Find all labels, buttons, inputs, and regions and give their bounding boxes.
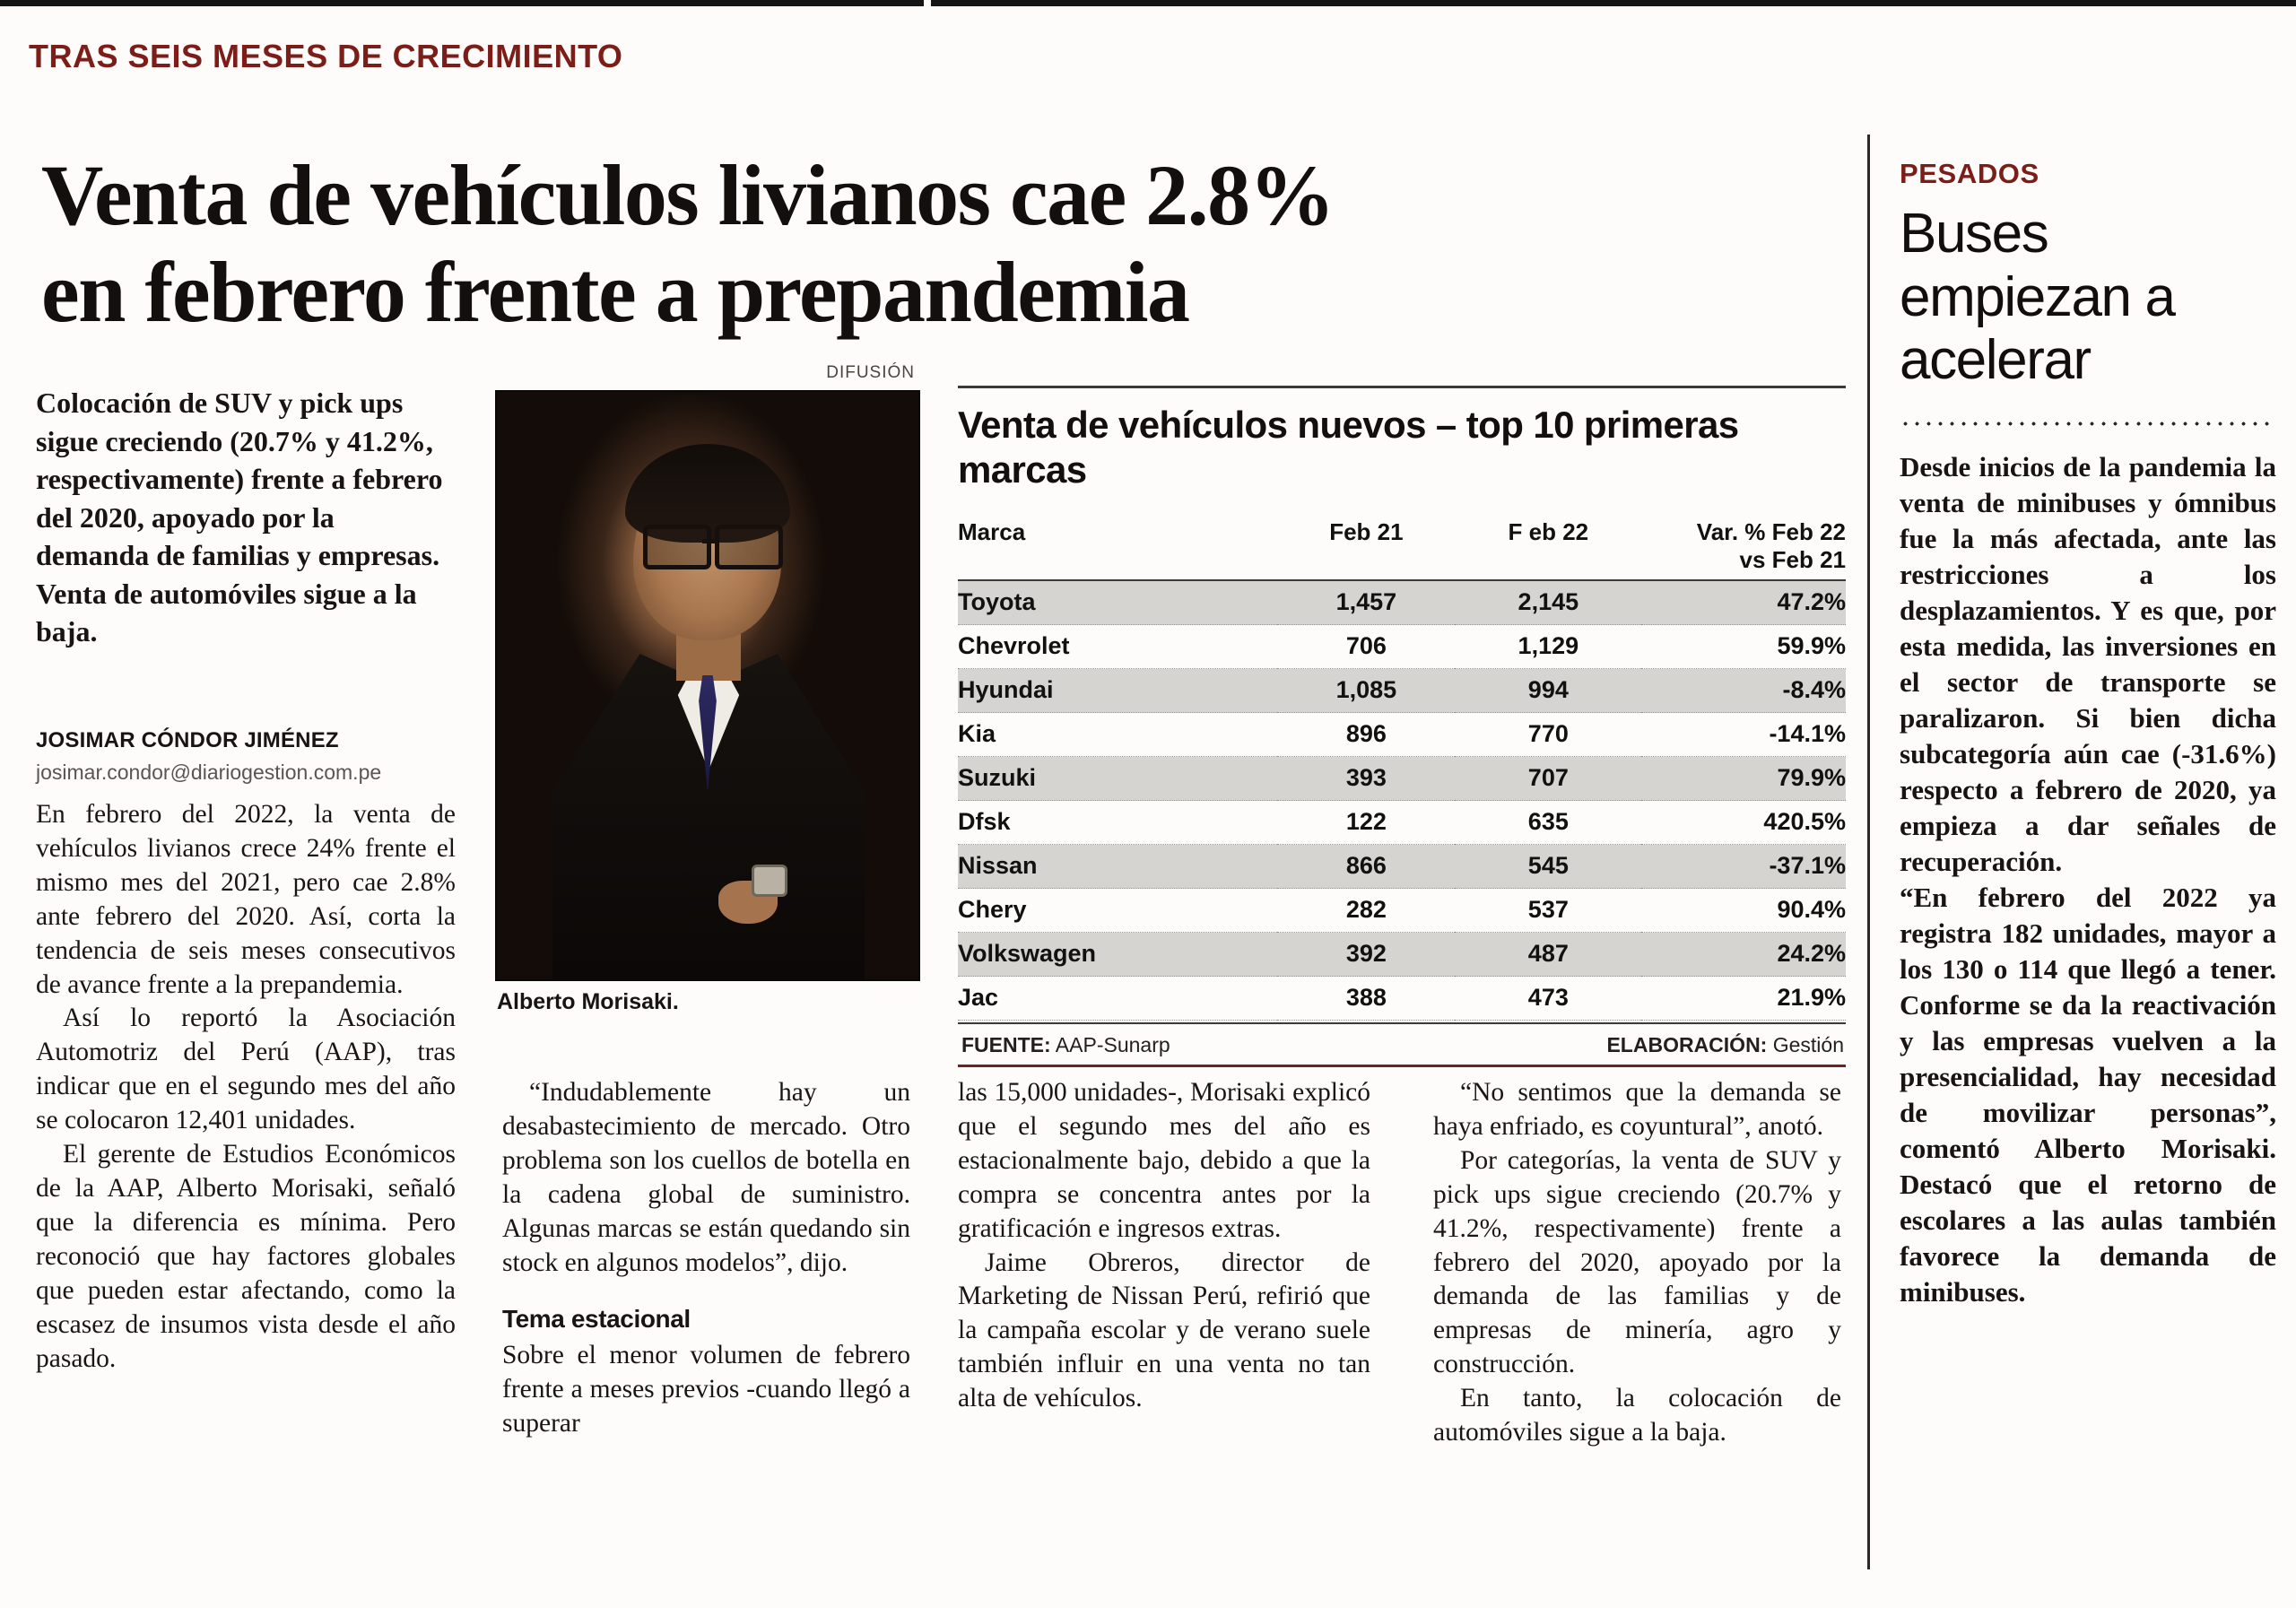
cell-variation: 420.5% — [1641, 801, 1846, 845]
column-header-feb21: Feb 21 — [1329, 518, 1404, 546]
cell-feb21: 392 — [1277, 933, 1455, 977]
cell-variation: 79.9% — [1641, 757, 1846, 801]
cell-feb22: 770 — [1455, 713, 1641, 757]
cell-feb21: 393 — [1277, 757, 1455, 801]
column-header-variation-line2: vs Feb 21 — [1739, 546, 1846, 574]
sidebar-body — [1900, 449, 2276, 1310]
cell-feb21: 706 — [1277, 625, 1455, 669]
cell-marca: Nissan — [958, 845, 1277, 889]
table-row — [958, 580, 1846, 625]
cell-marca: Suzuki — [958, 757, 1277, 801]
cell-marca: Toyota — [958, 580, 1277, 625]
table-source-label: FUENTE: — [961, 1033, 1051, 1057]
paragraph: las 15,000 unidades-, Morisaki explicó que el segundo mes del año es estacionalmente bajo, debido a que la compra se concentra antes por la gratificación e ingresos extras. — [958, 1078, 1370, 1243]
table-row — [958, 625, 1846, 669]
cell-feb22: 1,129 — [1455, 625, 1641, 669]
paragraph: “No sentimos que la demanda se haya enfriado, es coyuntural”, anotó. — [1433, 1078, 1841, 1141]
paragraph: En tanto, la colocación de automóviles sigue a la baja. — [1433, 1384, 1841, 1447]
photo-glasses-bridge — [702, 539, 715, 543]
table-source — [961, 1033, 1170, 1057]
cell-feb21: 388 — [1277, 977, 1455, 1021]
table-header-row — [958, 515, 1846, 580]
table-row — [958, 713, 1846, 757]
cell-marca: Hyundai — [958, 669, 1277, 713]
table-body — [958, 580, 1846, 1021]
top-rule-right — [931, 0, 2296, 6]
photo-watch-shape — [752, 865, 787, 897]
cell-feb21: 1,085 — [1277, 669, 1455, 713]
table-row — [958, 669, 1846, 713]
table-row — [958, 757, 1846, 801]
column-header-variation — [1641, 515, 1846, 580]
cell-variation: 24.2% — [1641, 933, 1846, 977]
top-rule-left — [0, 0, 924, 6]
cell-variation: -8.4% — [1641, 669, 1846, 713]
byline-author: JOSIMAR CÓNDOR JIMÉNEZ — [36, 728, 339, 752]
table-row — [958, 801, 1846, 845]
body-column-1 — [36, 798, 456, 1376]
cell-feb22: 994 — [1455, 669, 1641, 713]
table-bottom-rule — [958, 1065, 1846, 1067]
sidebar-title: Buses empiezan a acelerar — [1900, 203, 2175, 392]
sidebar-kicker: PESADOS — [1900, 158, 2039, 189]
table-row — [958, 933, 1846, 977]
section-subhead: Tema estacional — [502, 1305, 691, 1334]
article-lede: Colocación de SUV y pick ups sigue creciendo (20.7% y 41.2%, respectivamente) frente a febrero del 2020, apoyado por la demanda de familias y empresas. Venta de automóviles sigue a la baja. — [36, 387, 443, 648]
cell-feb21: 896 — [1277, 713, 1455, 757]
photo-alberto-morisaki — [495, 390, 920, 981]
cell-variation: -37.1% — [1641, 845, 1846, 889]
table-row — [958, 977, 1846, 1021]
cell-marca: Volkswagen — [958, 933, 1277, 977]
sales-table — [958, 515, 1846, 1021]
body-column-3 — [958, 1076, 1370, 1416]
cell-variation: 21.9% — [1641, 977, 1846, 1021]
table-source-value: AAP-Sunarp — [1050, 1033, 1170, 1057]
cell-variation: 90.4% — [1641, 889, 1846, 933]
column-header-feb22: F eb 22 — [1508, 518, 1589, 546]
paragraph: Así lo reportó la Asociación Automotriz del Perú (AAP), tras indicar que en el segundo mes del año se colocaron 12,401 unidades. — [36, 1004, 456, 1135]
body-column-2 — [502, 1076, 910, 1441]
photo-credit: DIFUSIÓN — [826, 363, 915, 382]
cell-feb21: 122 — [1277, 801, 1455, 845]
photo-caption: Alberto Morisaki. — [497, 989, 679, 1014]
photo-glasses-left — [643, 525, 711, 569]
sales-table-block — [958, 386, 1846, 1067]
cell-marca: Kia — [958, 713, 1277, 757]
paragraph: En febrero del 2022, la venta de vehículos livianos crece 24% frente el mismo mes del 2021, pero cae 2.8% ante febrero del 2020. Así, corta la tendencia de seis meses consecutivos de avance frente a la prepandemia. — [36, 800, 456, 999]
table-title: Venta de vehículos nuevos – top 10 primeras marcas — [958, 404, 1739, 491]
cell-feb21: 282 — [1277, 889, 1455, 933]
cell-marca: Dfsk — [958, 801, 1277, 845]
cell-variation: -14.1% — [1641, 713, 1846, 757]
article-kicker: TRAS SEIS MESES DE CRECIMIENTO — [29, 38, 623, 74]
cell-marca: Chery — [958, 889, 1277, 933]
cell-feb22: 2,145 — [1455, 580, 1641, 625]
headline-line-1: Venta de vehículos livianos cae 2.8% — [41, 147, 1335, 244]
table-row — [958, 889, 1846, 933]
article-photo-block — [495, 363, 917, 1014]
paragraph: Por categorías, la venta de SUV y pick ups sigue creciendo (20.7% y 41.2%, respectivamente) frente a febrero del 2020, apoyado por la demanda de las familias y de empresas de minería, agro y construcción. — [1433, 1145, 1841, 1379]
cell-feb21: 1,457 — [1277, 580, 1455, 625]
photo-glasses-right — [715, 525, 783, 569]
cell-feb22: 537 — [1455, 889, 1641, 933]
table-top-rule — [958, 386, 1846, 388]
cell-feb22: 487 — [1455, 933, 1641, 977]
paragraph: “Indudablemente hay un desabastecimiento de mercado. Otro problema son los cuellos de botella en la cadena global de suministro. Algunas marcas se están quedando sin stock en algunos modelos”, dijo. — [502, 1078, 910, 1277]
cell-feb22: 707 — [1455, 757, 1641, 801]
cell-variation: 47.2% — [1641, 580, 1846, 625]
cell-feb22: 473 — [1455, 977, 1641, 1021]
headline-line-2: en febrero frente a prepandemia — [41, 243, 1189, 340]
table-footer — [958, 1024, 1846, 1065]
paragraph: Sobre el menor volumen de febrero frente a meses previos -cuando llegó a superar — [502, 1341, 910, 1439]
cell-variation: 59.9% — [1641, 625, 1846, 669]
body-column-4 — [1433, 1076, 1841, 1450]
sidebar-divider — [1867, 135, 1870, 1569]
table-credit-label: ELABORACIÓN: — [1606, 1033, 1768, 1057]
byline-email[interactable]: josimar.condor@diariogestion.com.pe — [36, 761, 382, 784]
sidebar-pesados — [1900, 158, 2276, 1310]
cell-feb22: 635 — [1455, 801, 1641, 845]
cell-marca: Jac — [958, 977, 1277, 1021]
paragraph: Jaime Obreros, director de Marketing de Nissan Perú, refirió que la campaña escolar y de verano suele también influir en una venta no tan alta de vehículos. — [958, 1247, 1370, 1413]
cell-feb21: 866 — [1277, 845, 1455, 889]
cell-marca: Chevrolet — [958, 625, 1277, 669]
paragraph: “En febrero del 2022 ya registra 182 unidades, mayor a los 130 o 114 que llegó a tener. Conforme se da la reactivación y las empresas vuelven a la presencialidad, hay necesidad de movilizar personas”, comentó Alberto Morisaki. Destacó que el retorno de escolares a las aulas también favorece la demanda de minibuses. — [1900, 881, 2276, 1308]
sidebar-dotted-rule — [1900, 422, 2276, 426]
page-title — [41, 147, 1853, 340]
table-credit-value: Gestión — [1767, 1033, 1844, 1057]
paragraph: Desde inicios de la pandemia la venta de minibuses y ómnibus fue la más afectada, ante las restricciones a los desplazamientos. Y es que, por esta medida, las inversiones en el sector de transporte se paralizaron. Si bien dicha subcategoría aún cae (-31.6%) respecto a febrero de 2020, ya empieza a dar señales de recuperación. — [1900, 451, 2276, 877]
table-row — [958, 845, 1846, 889]
column-header-variation-line1: Var. % Feb 22 — [1696, 518, 1846, 546]
table-credit — [1606, 1033, 1844, 1057]
column-header-marca: Marca — [958, 518, 1026, 546]
cell-feb22: 545 — [1455, 845, 1641, 889]
table-head — [958, 515, 1846, 580]
paragraph: El gerente de Estudios Económicos de la AAP, Alberto Morisaki, señaló que la diferencia es mínima. Pero reconoció que hay factores globales que pueden estar afectando, como la escasez de insumos vista desde el año pasado. — [36, 1140, 456, 1373]
